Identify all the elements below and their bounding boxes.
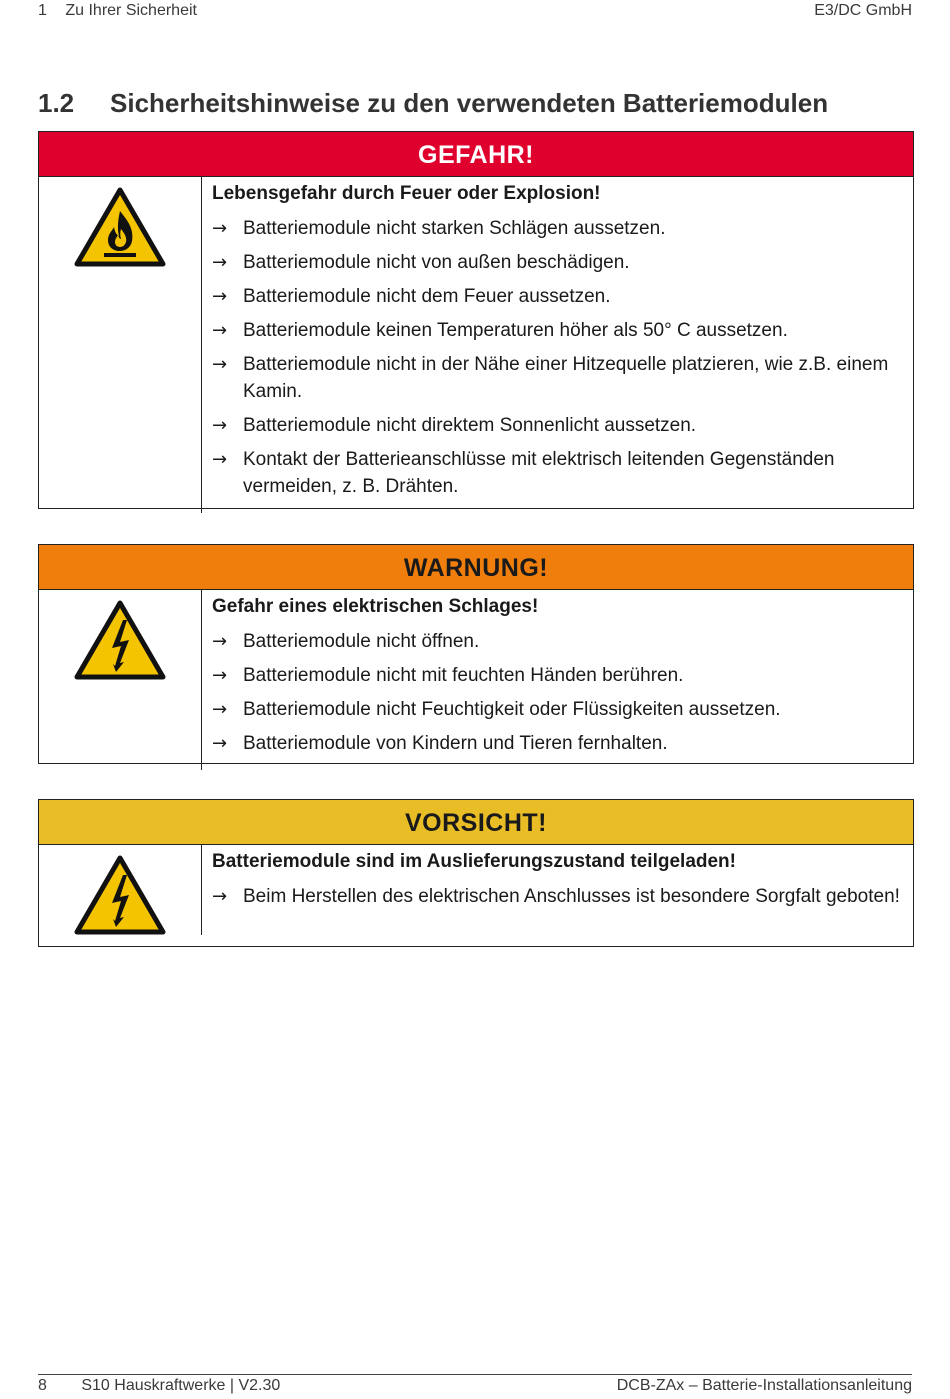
danger-heading: Lebensgefahr durch Feuer oder Explosion! — [212, 183, 601, 204]
warning-signal-word: WARNUNG! — [39, 545, 913, 590]
product-version: S10 Hauskraftwerke | V2.30 — [81, 1377, 281, 1394]
flammable-warning-icon — [74, 187, 166, 267]
arrow-right-icon: → — [212, 886, 228, 907]
warning-notice — [38, 544, 914, 764]
electric-shock-warning-icon — [74, 600, 166, 680]
danger-instruction-list — [212, 215, 903, 500]
instruction-text: Batteriemodule nicht öffnen. — [243, 631, 480, 652]
instruction-text: Beim Herstellen des elektrischen Anschlusses ist besondere Sorgfalt geboten! — [243, 886, 900, 907]
section-number: 1.2 — [38, 88, 75, 118]
list-item — [212, 628, 903, 655]
instruction-text: Batteriemodule keinen Temperaturen höher als 50° C aussetzen. — [243, 320, 788, 341]
instruction-text: Batteriemodule nicht mit feuchten Händen berühren. — [243, 665, 684, 686]
danger-content — [202, 177, 913, 513]
caution-instruction-list — [212, 883, 903, 910]
warning-content — [202, 590, 913, 770]
list-item — [212, 730, 903, 757]
caution-icon-cell — [39, 845, 202, 935]
list-item — [212, 249, 903, 276]
arrow-right-icon: → — [212, 218, 228, 239]
warning-instruction-list — [212, 628, 903, 757]
list-item — [212, 446, 903, 500]
list-item — [212, 351, 903, 405]
chapter-reference — [38, 2, 197, 22]
document-title: DCB-ZAx – Batterie-Installationsanleitung — [616, 1377, 912, 1394]
arrow-right-icon: → — [212, 449, 228, 470]
instruction-text: Batteriemodule nicht starken Schlägen aussetzen. — [243, 218, 666, 239]
list-item — [212, 412, 903, 439]
warning-icon-cell — [39, 590, 202, 770]
list-item — [212, 883, 903, 910]
arrow-right-icon: → — [212, 252, 228, 273]
list-item — [212, 215, 903, 242]
warning-notice-body — [39, 590, 913, 770]
instruction-text: Batteriemodule nicht dem Feuer aussetzen. — [243, 286, 611, 307]
instruction-text: Batteriemodule nicht Feuchtigkeit oder Flüssigkeiten aussetzen. — [243, 699, 781, 720]
arrow-right-icon: → — [212, 631, 228, 652]
caution-signal-word: VORSICHT! — [39, 800, 913, 845]
instruction-text: Kontakt der Batterieanschlüsse mit elektrisch leitenden Gegenständen vermeiden, z. B. Drähten. — [243, 449, 835, 497]
running-header — [38, 2, 912, 22]
caution-notice — [38, 799, 914, 947]
caution-notice-body — [39, 845, 913, 935]
arrow-right-icon: → — [212, 286, 228, 307]
arrow-right-icon: → — [212, 733, 228, 754]
electric-shock-warning-icon — [74, 855, 166, 935]
arrow-right-icon: → — [212, 354, 228, 375]
warning-heading: Gefahr eines elektrischen Schlages! — [212, 596, 539, 617]
section-title — [38, 88, 828, 119]
caution-heading: Batteriemodule sind im Auslieferungszustand teilgeladen! — [212, 851, 736, 872]
list-item — [212, 696, 903, 723]
instruction-text: Batteriemodule von Kindern und Tieren fernhalten. — [243, 733, 668, 754]
page-number: 8 — [38, 1377, 47, 1394]
list-item — [212, 317, 903, 344]
company-name: E3/DC GmbH — [814, 2, 912, 19]
arrow-right-icon: → — [212, 320, 228, 341]
instruction-text: Batteriemodule nicht direktem Sonnenlicht aussetzen. — [243, 415, 697, 436]
danger-notice-body — [39, 177, 913, 513]
arrow-right-icon: → — [212, 699, 228, 720]
instruction-text: Batteriemodule nicht von außen beschädigen. — [243, 252, 630, 273]
running-footer — [38, 1374, 912, 1399]
chapter-number: 1 — [38, 2, 47, 19]
danger-icon-cell — [39, 177, 202, 513]
list-item — [212, 662, 903, 689]
caution-content — [202, 845, 913, 935]
section-title-text: Sicherheitshinweise zu den verwendeten Batteriemodulen — [110, 88, 829, 118]
arrow-right-icon: → — [212, 415, 228, 436]
danger-signal-word: GEFAHR! — [39, 132, 913, 177]
arrow-right-icon: → — [212, 665, 228, 686]
chapter-title: Zu Ihrer Sicherheit — [65, 2, 197, 19]
list-item — [212, 283, 903, 310]
instruction-text: Batteriemodule nicht in der Nähe einer Hitzequelle platzieren, wie z.B. einem Kamin. — [243, 354, 889, 402]
footer-left — [38, 1377, 280, 1399]
danger-notice — [38, 131, 914, 509]
